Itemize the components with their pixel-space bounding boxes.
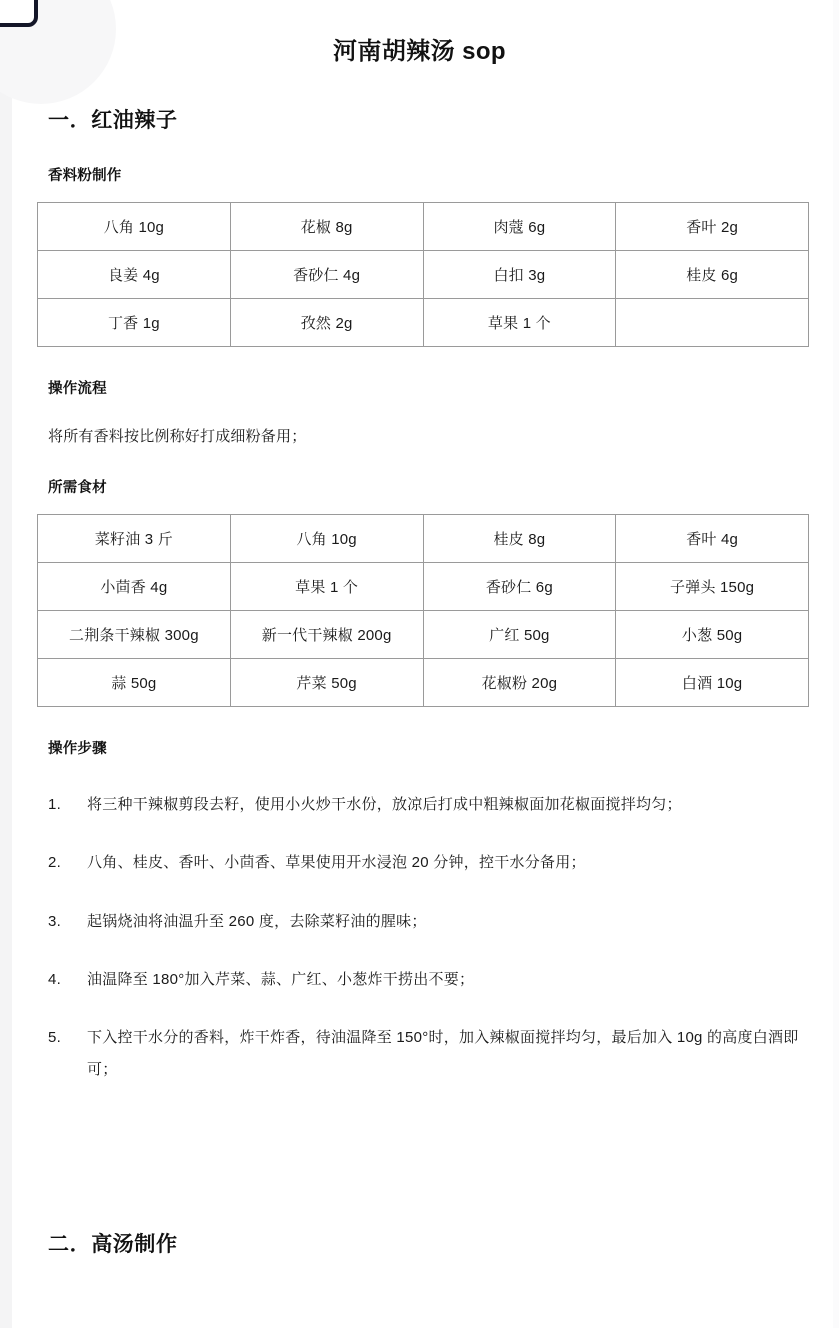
table-cell: 二荆条干辣椒 300g	[38, 611, 231, 659]
table-cell: 白酒 10g	[616, 659, 809, 707]
section-heading-stock-preparation: 二．高汤制作	[48, 1232, 178, 1256]
table-cell: 白扣 3g	[423, 251, 616, 299]
table-cell: 草果 1 个	[423, 299, 616, 347]
spice-powder-table	[37, 202, 809, 347]
table-cell: 八角 10g	[38, 203, 231, 251]
table-cell: 丁香 1g	[38, 299, 231, 347]
table-cell-empty	[616, 299, 809, 347]
table-cell: 花椒 8g	[230, 203, 423, 251]
table-row	[38, 563, 809, 611]
section-spacer	[31, 1100, 808, 1228]
table-cell: 小茴香 4g	[38, 563, 231, 611]
table-cell: 芹菜 50g	[230, 659, 423, 707]
table-cell: 菜籽油 3 斤	[38, 515, 231, 563]
list-item: 油温降至 180°加入芹菜、蒜、广红、小葱炸干捞出不要；	[87, 970, 475, 988]
table-cell: 蒜 50g	[38, 659, 231, 707]
table-row	[38, 515, 809, 563]
table-cell: 良姜 4g	[38, 251, 231, 299]
table-row	[38, 251, 809, 299]
list-item: 起锅烧油将油温升至 260 度，去除菜籽油的腥味；	[87, 912, 427, 930]
table-cell: 新一代干辣椒 200g	[230, 611, 423, 659]
spice-powder-table-wrapper	[31, 185, 808, 347]
subheading-required-ingredients: 所需食材	[48, 480, 107, 496]
table-row	[38, 203, 809, 251]
table-cell: 桂皮 6g	[616, 251, 809, 299]
operation-steps-list	[31, 758, 808, 1100]
table-row	[38, 659, 809, 707]
table-cell: 香叶 2g	[616, 203, 809, 251]
ingredients-table	[37, 514, 809, 707]
section-heading-red-oil-chili: 一．红油辣子	[48, 109, 178, 132]
table-cell: 肉蔻 6g	[423, 203, 616, 251]
list-item: 八角、桂皮、香叶、小茴香、草果使用开水浸泡 20 分钟，控干水分备用；	[87, 854, 586, 872]
table-cell: 小葱 50g	[616, 611, 809, 659]
subheading-operation-process: 操作流程	[48, 381, 107, 397]
table-cell: 花椒粉 20g	[423, 659, 616, 707]
table-cell: 广红 50g	[423, 611, 616, 659]
table-cell: 子弹头 150g	[616, 563, 809, 611]
table-row	[38, 611, 809, 659]
ingredients-table-wrapper	[31, 497, 808, 707]
list-item: 下入控干水分的香料，炸干炸香，待油温降至 150°时，加入辣椒面搅拌均匀，最后加入 10g 的高度白酒即可；	[87, 1029, 799, 1079]
table-cell: 草果 1 个	[230, 563, 423, 611]
table-cell: 桂皮 8g	[423, 515, 616, 563]
subheading-operation-steps: 操作步骤	[48, 741, 107, 757]
table-cell: 孜然 2g	[230, 299, 423, 347]
table-cell: 香砂仁 4g	[230, 251, 423, 299]
table-cell: 香砂仁 6g	[423, 563, 616, 611]
table-cell: 香叶 4g	[616, 515, 809, 563]
page-title: 河南胡辣汤 sop	[333, 38, 506, 65]
table-row	[38, 299, 809, 347]
list-item: 将三种干辣椒剪段去籽，使用小火炒干水份，放凉后打成中粗辣椒面加花椒面搅拌均匀；	[87, 796, 682, 813]
operation-process-text: 将所有香料按比例称好打成细粉备用；	[48, 428, 307, 445]
table-cell: 八角 10g	[230, 515, 423, 563]
subheading-spice-powder: 香料粉制作	[48, 168, 122, 184]
